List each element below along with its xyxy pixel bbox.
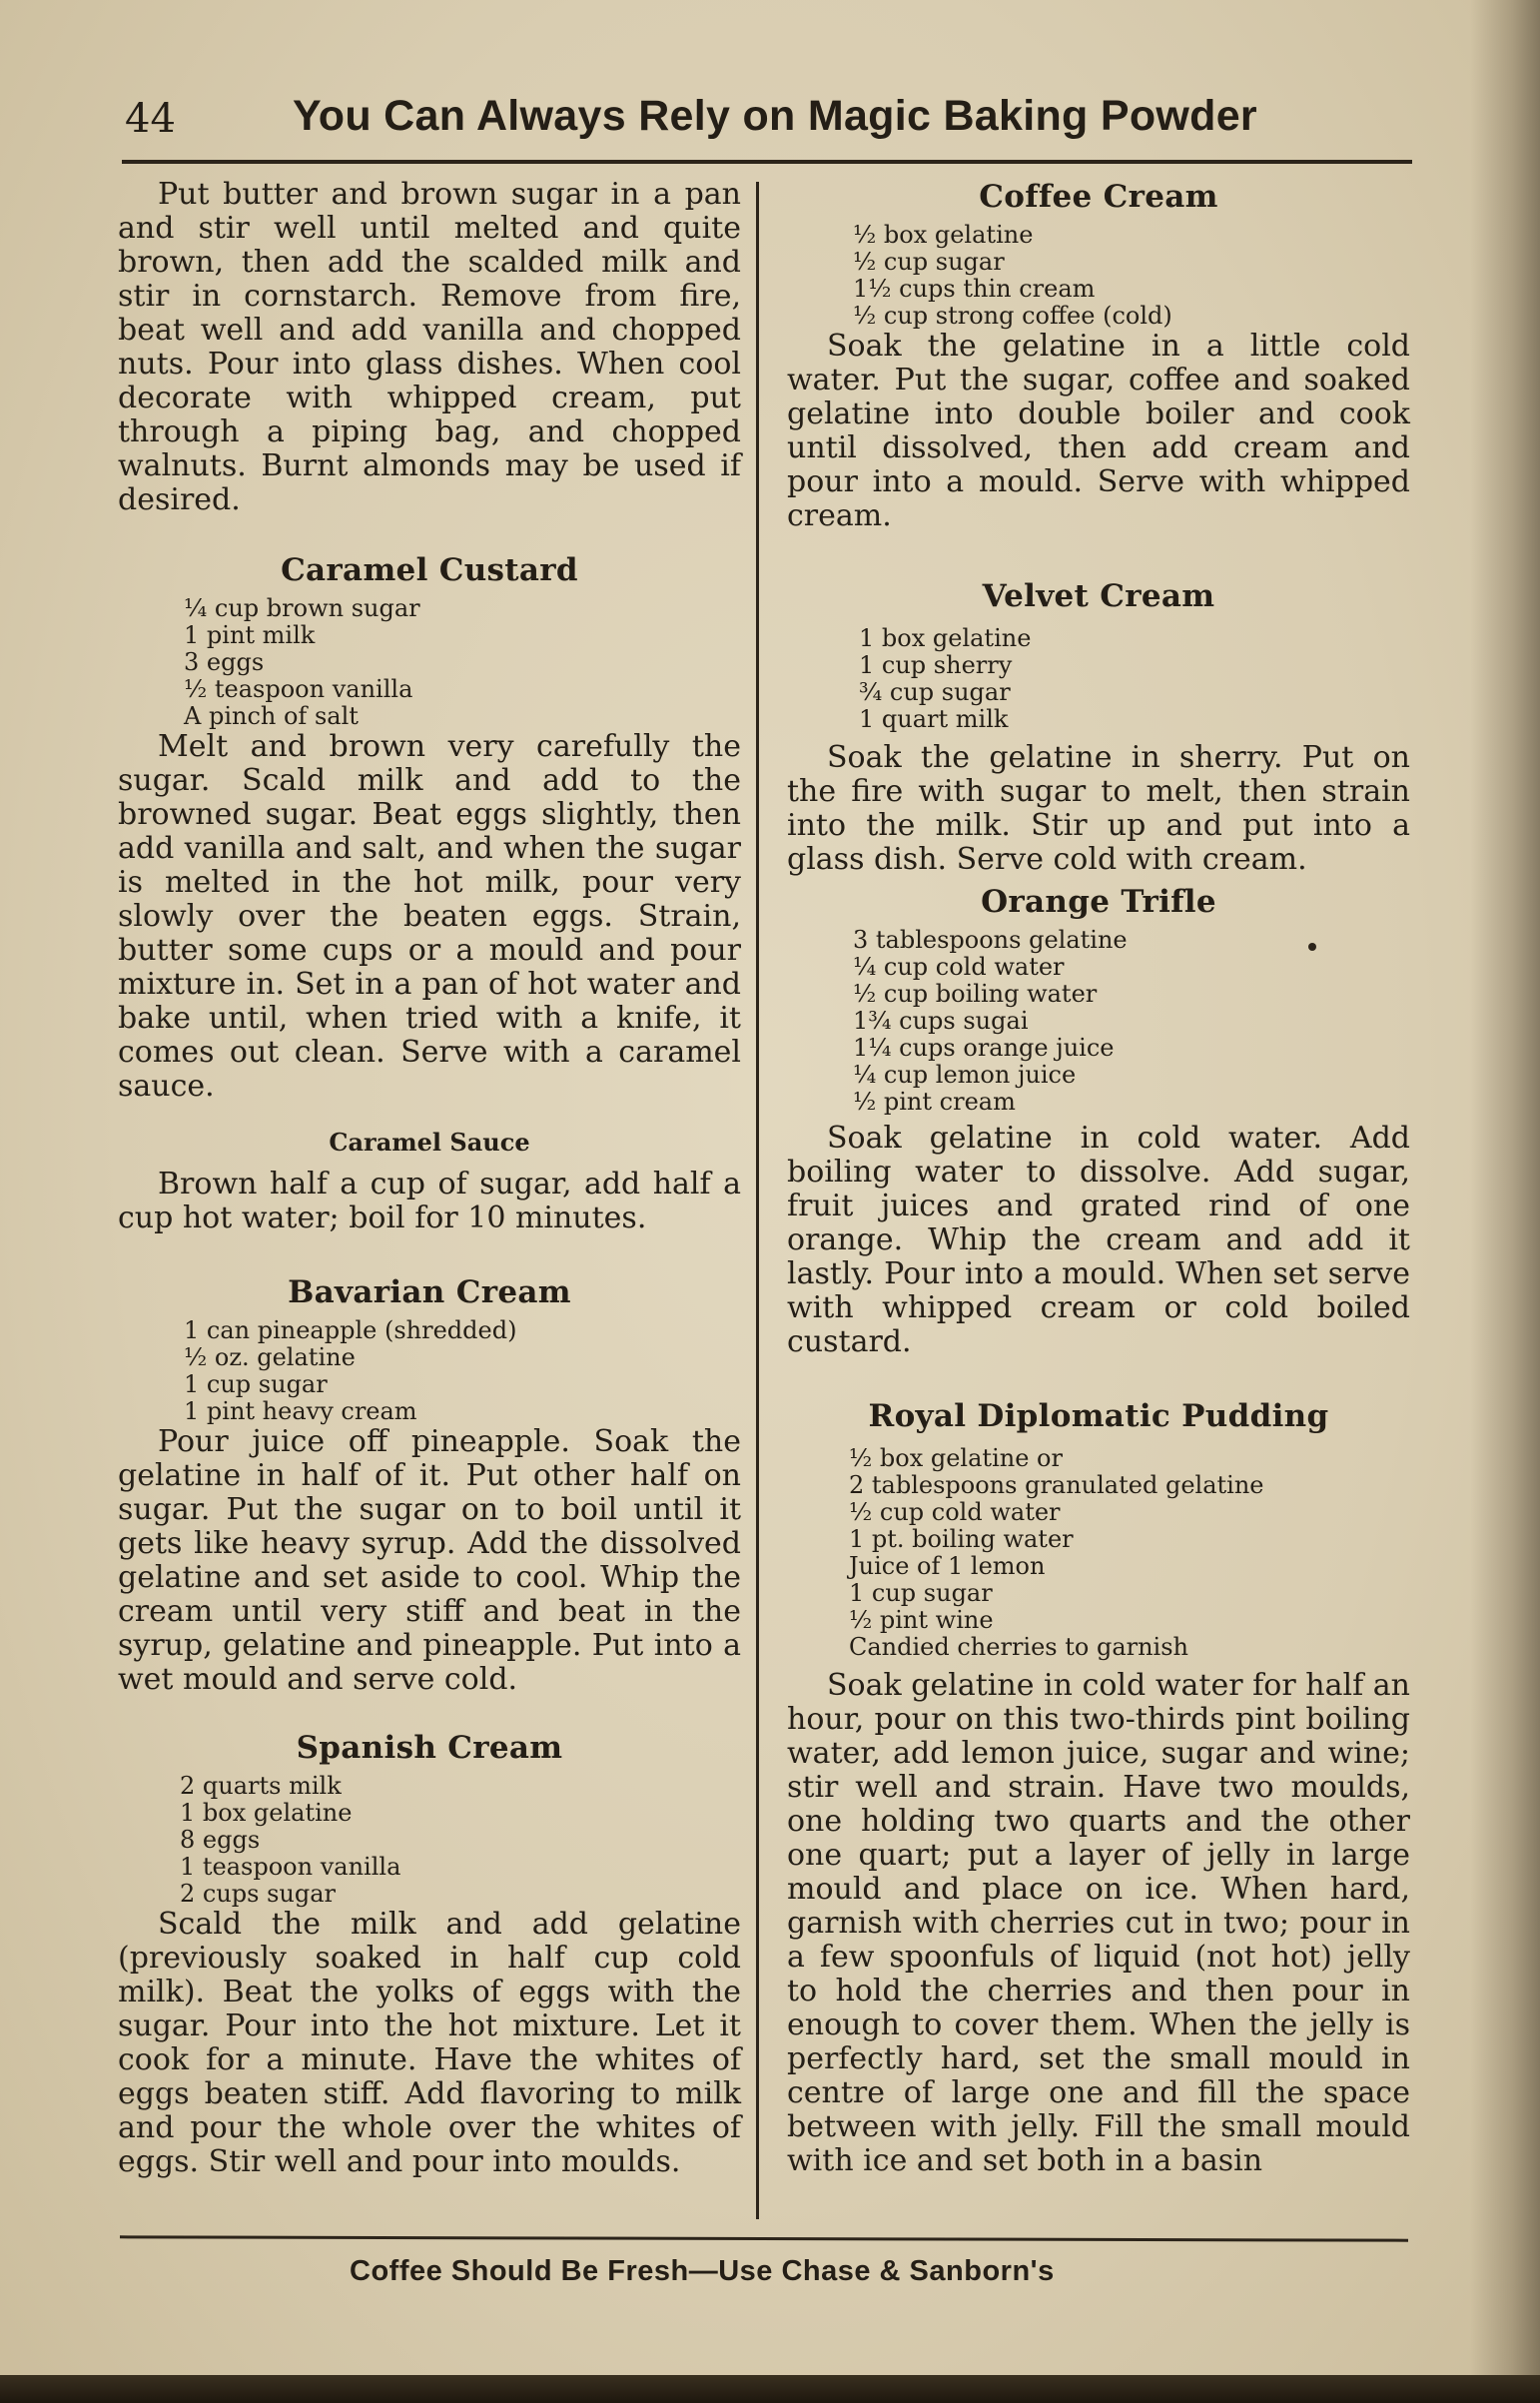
ingredient: 1¾ cups sugai	[853, 1007, 1029, 1035]
ingredient: ½ cup sugar	[853, 248, 1005, 276]
ingredient: ½ cup boiling water	[853, 980, 1098, 1008]
ingredient-list-velvet-cream	[787, 625, 1410, 733]
ingredient: ¼ cup cold water	[853, 953, 1065, 981]
recipe-title-coffee-cream: Coffee Cream	[979, 179, 1218, 215]
print-speck	[1308, 943, 1316, 951]
ingredient: ½ teaspoon vanilla	[184, 675, 413, 703]
ingredient: ½ cup strong coffee (cold)	[853, 302, 1172, 330]
recipe-title-royal-diplomatic-pudding: Royal Diplomatic Pudding	[868, 1398, 1329, 1434]
ingredient: ½ box gelatine	[853, 221, 1034, 249]
method-bavarian-cream: Pour juice off pineapple. Soak the gelatine in half of it. Put other half on sugar. Put the sugar on to boil until it gets like heavy syrup. Add the dissolved gelatine and set aside to cool. Whip the cream until very stiff and beat in the syrup, gelatine and pineapple. Put into a wet mould and serve cold.	[118, 1424, 741, 1697]
ingredient: ½ box gelatine or	[849, 1444, 1063, 1472]
ingredient: ½ cup cold water	[849, 1498, 1061, 1526]
running-title: You Can Always Rely on Magic Baking Powder	[293, 92, 1257, 140]
page-number: 44	[125, 96, 176, 142]
method-caramel-custard: Melt and brown very carefully the sugar. Scald milk and add to the browned sugar. Beat eggs slightly, then add vanilla and salt, and when the sugar is melted in the hot milk, pour very slowly over the beaten eggs. Strain, butter some cups or a mould and pour mixture in. Set in a pan of hot water and bake until, when tried with a knife, it comes out clean. Serve with a caramel sauce.	[118, 729, 741, 1104]
ingredient: 1 can pineapple (shredded)	[184, 1316, 517, 1344]
ingredient: 1 box gelatine	[859, 624, 1032, 652]
left-column	[118, 178, 741, 2179]
ingredient-list-bavarian-cream	[118, 1317, 741, 1425]
ingredient: 1 cup sugar	[184, 1370, 328, 1398]
footer-rule	[120, 2235, 1408, 2241]
header-rule	[122, 160, 1412, 164]
intro-paragraph: Put butter and brown sugar in a pan and stir well until melted and quite brown, then add the scalded milk and stir in cornstarch. Remove from fire, beat well and add vanilla and chopped nuts. Pour into glass dishes. When cool decorate with whipped cream, put through a piping bag, and chopped walnuts. Burnt almonds may be used if desired.	[118, 177, 741, 517]
recipe-title-spanish-cream: Spanish Cream	[296, 1730, 563, 1766]
ingredient-list-spanish-cream	[118, 1773, 741, 1908]
page-header	[125, 90, 1413, 160]
page-spine-shadow	[1470, 0, 1540, 2403]
ingredient: 1 pint heavy cream	[184, 1397, 417, 1425]
ingredient: 2 cups sugar	[180, 1880, 337, 1908]
ingredient: 8 eggs	[180, 1826, 261, 1854]
ingredient: 1 pt. boiling water	[849, 1525, 1074, 1553]
ingredient-list-royal-diplomatic-pudding	[787, 1445, 1410, 1661]
ingredient: A pinch of salt	[184, 702, 359, 730]
column-divider	[756, 182, 759, 2219]
recipe-title-caramel-custard: Caramel Custard	[281, 552, 578, 588]
footer-advert: Coffee Should Be Fresh—Use Chase & Sanborn's	[350, 2255, 1055, 2287]
method-orange-trifle: Soak gelatine in cold water. Add boiling water to dissolve. Add sugar, fruit juices and grated rind of one orange. Whip the cream and add it lastly. Pour into a mould. When set serve with whipped cream or cold boiled custard.	[787, 1121, 1410, 1359]
recipe-title-orange-trifle: Orange Trifle	[981, 884, 1216, 920]
ingredient: 1 quart milk	[859, 705, 1009, 733]
ingredient-list-coffee-cream	[787, 222, 1410, 330]
ingredient: 2 quarts milk	[180, 1772, 342, 1800]
method-coffee-cream: Soak the gelatine in a little cold water. Put the sugar, coffee and soaked gelatine into double boiler and cook until dissolved, then add cream and pour into a mould. Serve with whipped cream.	[787, 329, 1410, 533]
recipe-title-velvet-cream: Velvet Cream	[982, 578, 1215, 614]
recipe-title-bavarian-cream: Bavarian Cream	[288, 1274, 571, 1310]
ingredient: ¼ cup brown sugar	[184, 594, 420, 622]
method-velvet-cream: Soak the gelatine in sherry. Put on the fire with sugar to melt, then strain into the milk. Stir up and put into a glass dish. Serve cold with cream.	[787, 740, 1410, 877]
ingredient-list-orange-trifle	[787, 927, 1410, 1116]
ingredient: ½ pint cream	[853, 1088, 1016, 1116]
ingredient: ¾ cup sugar	[859, 678, 1011, 706]
ingredient: 1 teaspoon vanilla	[180, 1853, 401, 1881]
ingredient: ¼ cup lemon juice	[853, 1061, 1077, 1089]
ingredient: 1 box gelatine	[180, 1799, 353, 1827]
ingredient-list-caramel-custard	[118, 595, 741, 730]
method-caramel-sauce: Brown half a cup of sugar, add half a cup hot water; boil for 10 minutes.	[118, 1167, 741, 1235]
recipe-title-caramel-sauce: Caramel Sauce	[329, 1128, 530, 1157]
method-royal-diplomatic-pudding: Soak gelatine in cold water for half an hour, pour on this two-thirds pint boiling water, add lemon juice, sugar and wine; stir well and strain. Have two moulds, one holding two quarts and the other one quart; put a layer of jelly in large mould and place on ice. When hard, garnish with cherries cut in two; pour in a few spoonfuls of liquid (not hot) jelly to hold the cherries and then pour in enough to cover them. When the jelly is perfectly hard, set the small mould in centre of large one and fill the space between with jelly. Fill the small mould with ice and set both in a basin	[787, 1668, 1410, 2178]
ingredient: 3 eggs	[184, 648, 265, 676]
ingredient: 2 tablespoons granulated gelatine	[849, 1471, 1264, 1499]
ingredient: 3 tablespoons gelatine	[853, 926, 1128, 954]
page-bottom-edge	[0, 2375, 1540, 2403]
ingredient: 1 cup sugar	[849, 1579, 993, 1607]
ingredient: Candied cherries to garnish	[849, 1633, 1189, 1661]
ingredient: 1 pint milk	[184, 621, 316, 649]
ingredient: ½ oz. gelatine	[184, 1343, 356, 1371]
method-spanish-cream: Scald the milk and add gelatine (previously soaked in half cup cold milk). Beat the yolks of eggs with the sugar. Pour into the hot mixture. Let it cook for a minute. Have the whites of eggs beaten stiff. Add flavoring to milk and pour the whole over the whites of eggs. Stir well and pour into moulds.	[118, 1907, 741, 2179]
right-column	[787, 178, 1410, 2178]
ingredient: 1½ cups thin cream	[853, 275, 1096, 303]
ingredient: ½ pint wine	[849, 1606, 994, 1634]
ingredient: 1¼ cups orange juice	[853, 1034, 1115, 1062]
ingredient: 1 cup sherry	[859, 651, 1013, 679]
ingredient: Juice of 1 lemon	[849, 1552, 1046, 1580]
